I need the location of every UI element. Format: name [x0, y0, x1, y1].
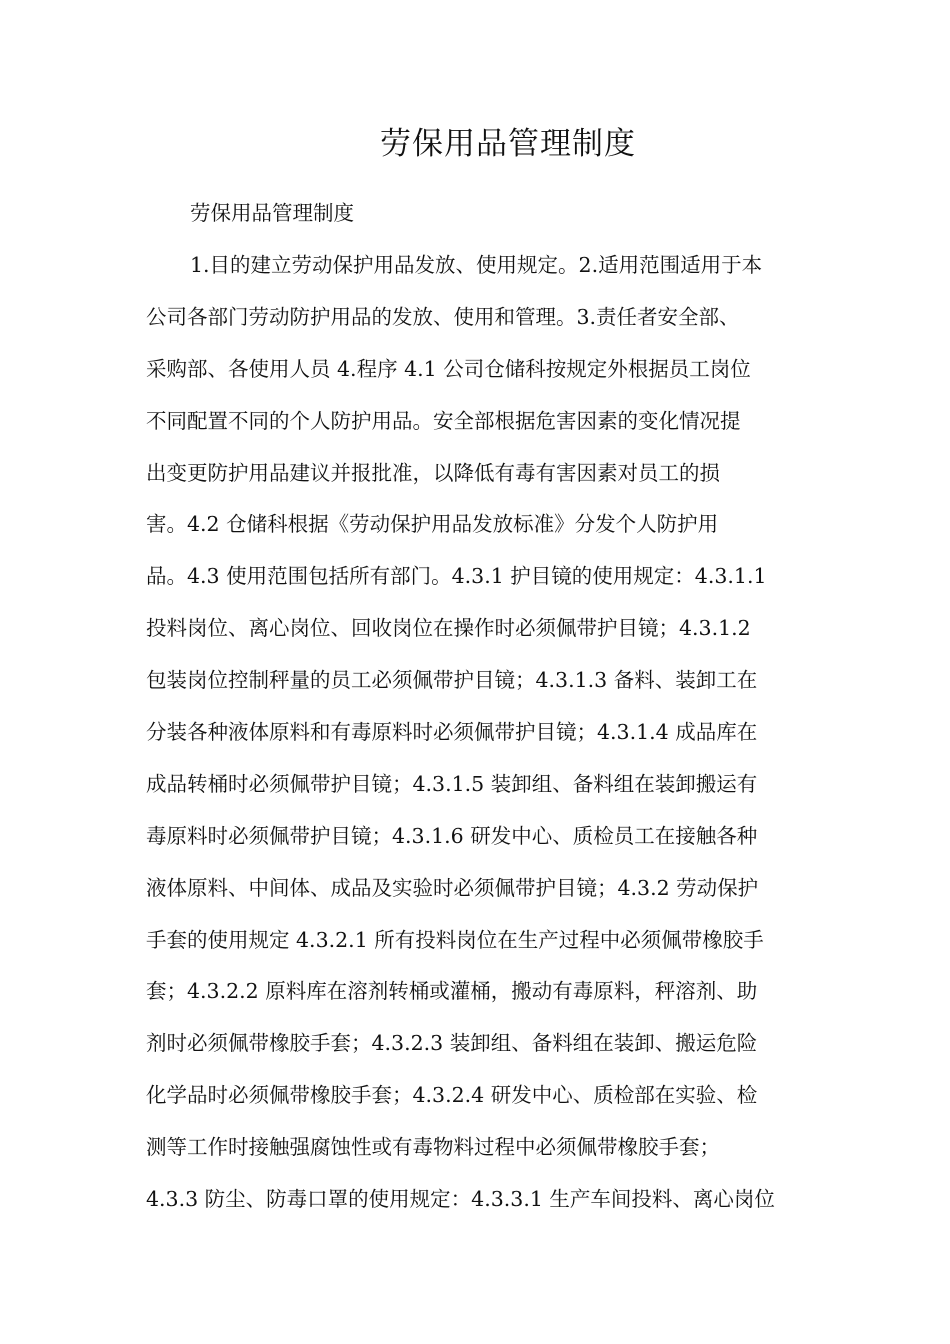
document-title: 劳保用品管理制度 [380, 126, 636, 162]
body-line: 4.3.3 防尘、防毒口罩的使用规定：4.3.3.1 生产车间投料、离心岗位 [146, 1187, 775, 1212]
body-line: 出变更防护用品建议并报批准，以降低有毒有害因素对员工的损 [146, 460, 720, 485]
body-line: 公司各部门劳动防护用品的发放、使用和管理。3.责任者安全部、 [146, 304, 740, 329]
body-line: 毒原料时必须佩带护目镜；4.3.1.6 研发中心、质检员工在接触各种 [146, 823, 758, 848]
document-subheading: 劳保用品管理制度 [190, 201, 354, 225]
body-line: 手套的使用规定 4.3.2.1 所有投料岗位在生产过程中必须佩带橡胶手 [146, 927, 764, 952]
body-line: 包装岗位控制秤量的员工必须佩带护目镜；4.3.1.3 备料、装卸工在 [146, 668, 758, 693]
body-line: 套；4.3.2.2 原料库在溶剂转桶或灌桶，搬动有毒原料，秤溶剂、助 [146, 979, 758, 1004]
document-body [0, 249, 775, 1235]
body-line: 品。4.3 使用范围包括所有部门。4.3.1 护目镜的使用规定：4.3.1.1 [146, 564, 767, 589]
body-line: 采购部、各使用人员 4.程序 4.1 公司仓储科按规定外根据员工岗位 [146, 356, 751, 381]
body-line: 液体原料、中间体、成品及实验时必须佩带护目镜；4.3.2 劳动保护 [146, 875, 759, 900]
body-line: 害。4.2 仓储科根据《劳动保护用品发放标准》分发个人防护用 [146, 512, 719, 537]
body-line: 分装各种液体原料和有毒原料时必须佩带护目镜；4.3.1.4 成品库在 [146, 720, 758, 745]
body-line: 成品转桶时必须佩带护目镜；4.3.1.5 装卸组、备料组在装卸搬运有 [146, 771, 758, 796]
body-line: 1.目的建立劳动保护用品发放、使用规定。2.适用范围适用于本 [190, 253, 763, 277]
body-line: 不同配置不同的个人防护用品。安全部根据危害因素的变化情况提 [146, 408, 741, 433]
body-line: 测等工作时接触强腐蚀性或有毒物料过程中必须佩带橡胶手套； [146, 1135, 720, 1160]
body-line: 剂时必须佩带橡胶手套；4.3.2.3 装卸组、备料组在装卸、搬运危险 [146, 1031, 758, 1056]
body-line: 投料岗位、离心岗位、回收岗位在操作时必须佩带护目镜；4.3.1.2 [146, 616, 751, 641]
body-line: 化学品时必须佩带橡胶手套；4.3.2.4 研发中心、质检部在实验、检 [146, 1083, 758, 1108]
